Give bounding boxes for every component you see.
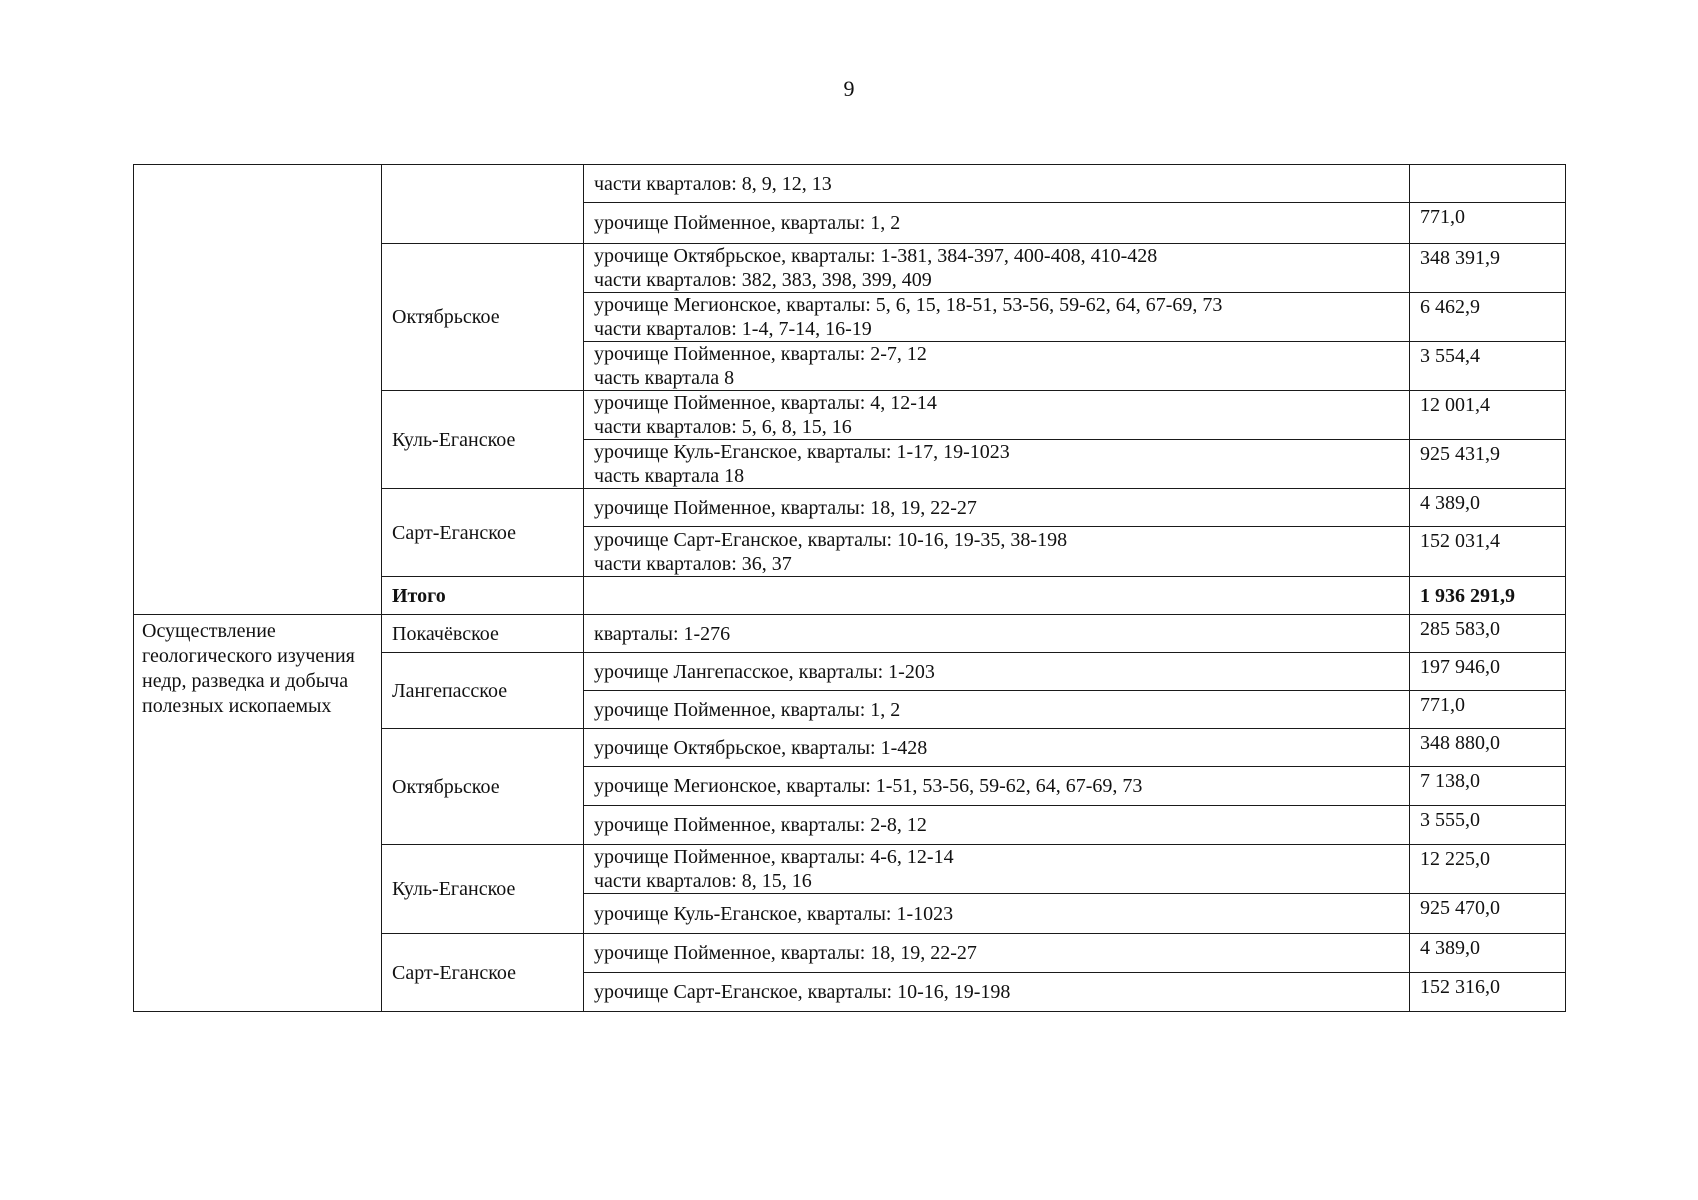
description-cell	[584, 244, 1410, 293]
description-line: часть квартала 8	[594, 367, 735, 389]
description-line: урочище Пойменное, кварталы: 1, 2	[594, 212, 901, 234]
description-cell	[584, 934, 1410, 973]
area-cell: 925 431,9	[1410, 440, 1566, 489]
area-cell: 6 462,9	[1410, 293, 1566, 342]
area-cell: 771,0	[1410, 203, 1566, 244]
description-cell	[584, 293, 1410, 342]
area-cell: 7 138,0	[1410, 767, 1566, 806]
description-line: части кварталов: 5, 6, 8, 15, 16	[594, 416, 852, 438]
description-line: урочище Пойменное, кварталы: 2-7, 12	[594, 343, 927, 365]
description-line: часть квартала 18	[594, 465, 745, 487]
table-row	[134, 165, 1566, 203]
activity-type-cell: Осуществление геологического изучения недр, разведка и добыча полезных ископаемых	[134, 615, 382, 1012]
description-cell	[584, 165, 1410, 203]
description-line: урочище Куль-Еганское, кварталы: 1-17, 19-1023	[594, 441, 1010, 463]
description-cell	[584, 527, 1410, 577]
district-cell: Покачёвское	[382, 615, 584, 653]
description-cell	[584, 845, 1410, 894]
description-line: части кварталов: 1-4, 7-14, 16-19	[594, 318, 872, 340]
description-line: части кварталов: 382, 383, 398, 399, 409	[594, 269, 932, 291]
description-line: урочище Мегионское, кварталы: 1-51, 53-56, 59-62, 64, 67-69, 73	[594, 775, 1143, 797]
description-cell	[584, 203, 1410, 244]
description-line: части кварталов: 8, 9, 12, 13	[594, 172, 832, 195]
area-cell: 3 554,4	[1410, 342, 1566, 391]
description-line: урочище Мегионское, кварталы: 5, 6, 15, 18-51, 53-56, 59-62, 64, 67-69, 73	[594, 294, 1223, 316]
description-line: урочище Пойменное, кварталы: 4, 12-14	[594, 392, 937, 414]
description-cell	[584, 440, 1410, 489]
activity-type-cell	[134, 165, 382, 615]
area-cell: 4 389,0	[1410, 934, 1566, 973]
area-cell	[1410, 165, 1566, 203]
district-cell: Лангепасское	[382, 653, 584, 729]
district-cell	[382, 165, 584, 244]
description-line: урочище Пойменное, кварталы: 1, 2	[594, 698, 901, 721]
description-line: урочище Пойменное, кварталы: 2-8, 12	[594, 814, 927, 836]
description-line: урочище Октябрьское, кварталы: 1-381, 384-397, 400-408, 410-428	[594, 245, 1158, 267]
description-line: кварталы: 1-276	[594, 622, 731, 645]
description-cell	[584, 729, 1410, 767]
description-cell	[584, 691, 1410, 729]
description-cell	[584, 653, 1410, 691]
description-line: урочище Куль-Еганское, кварталы: 1-1023	[594, 902, 954, 925]
description-cell	[584, 894, 1410, 934]
district-cell: Октябрьское	[382, 729, 584, 845]
description-line: части кварталов: 36, 37	[594, 552, 792, 575]
district-cell: Сарт-Еганское	[382, 934, 584, 1012]
total-label: Итого	[382, 577, 584, 615]
description-cell	[584, 806, 1410, 845]
description-cell	[584, 342, 1410, 391]
description-cell	[584, 973, 1410, 1012]
table-row	[134, 615, 1566, 653]
area-cell: 152 316,0	[1410, 973, 1566, 1012]
area-cell: 12 225,0	[1410, 845, 1566, 894]
district-cell: Сарт-Еганское	[382, 489, 584, 577]
description-line: части кварталов: 8, 15, 16	[594, 870, 812, 892]
area-cell: 348 880,0	[1410, 729, 1566, 767]
area-cell: 197 946,0	[1410, 653, 1566, 691]
forest-areas-table	[133, 164, 1566, 1012]
area-cell: 285 583,0	[1410, 615, 1566, 653]
total-area: 1 936 291,9	[1410, 577, 1566, 615]
description-cell	[584, 767, 1410, 806]
description-line: урочище Пойменное, кварталы: 18, 19, 22-27	[594, 496, 977, 519]
area-cell: 925 470,0	[1410, 894, 1566, 934]
district-cell: Октябрьское	[382, 244, 584, 391]
description-line: урочище Пойменное, кварталы: 18, 19, 22-27	[594, 942, 977, 964]
description-line: урочище Лангепасское, кварталы: 1-203	[594, 660, 935, 683]
area-cell: 3 555,0	[1410, 806, 1566, 845]
district-cell: Куль-Еганское	[382, 391, 584, 489]
description-line: урочище Сарт-Еганское, кварталы: 10-16, 19-198	[594, 981, 1011, 1003]
description-cell	[584, 489, 1410, 527]
area-cell: 348 391,9	[1410, 244, 1566, 293]
total-empty-cell	[584, 577, 1410, 615]
description-cell	[584, 391, 1410, 440]
area-cell: 152 031,4	[1410, 527, 1566, 577]
description-line: урочище Пойменное, кварталы: 4-6, 12-14	[594, 846, 954, 868]
district-cell: Куль-Еганское	[382, 845, 584, 934]
page-number: 9	[843, 76, 855, 101]
area-cell: 771,0	[1410, 691, 1566, 729]
description-line: урочище Октябрьское, кварталы: 1-428	[594, 736, 928, 759]
description-line: урочище Сарт-Еганское, кварталы: 10-16, 19-35, 38-198	[594, 528, 1068, 551]
description-cell	[584, 615, 1410, 653]
area-cell: 12 001,4	[1410, 391, 1566, 440]
area-cell: 4 389,0	[1410, 489, 1566, 527]
